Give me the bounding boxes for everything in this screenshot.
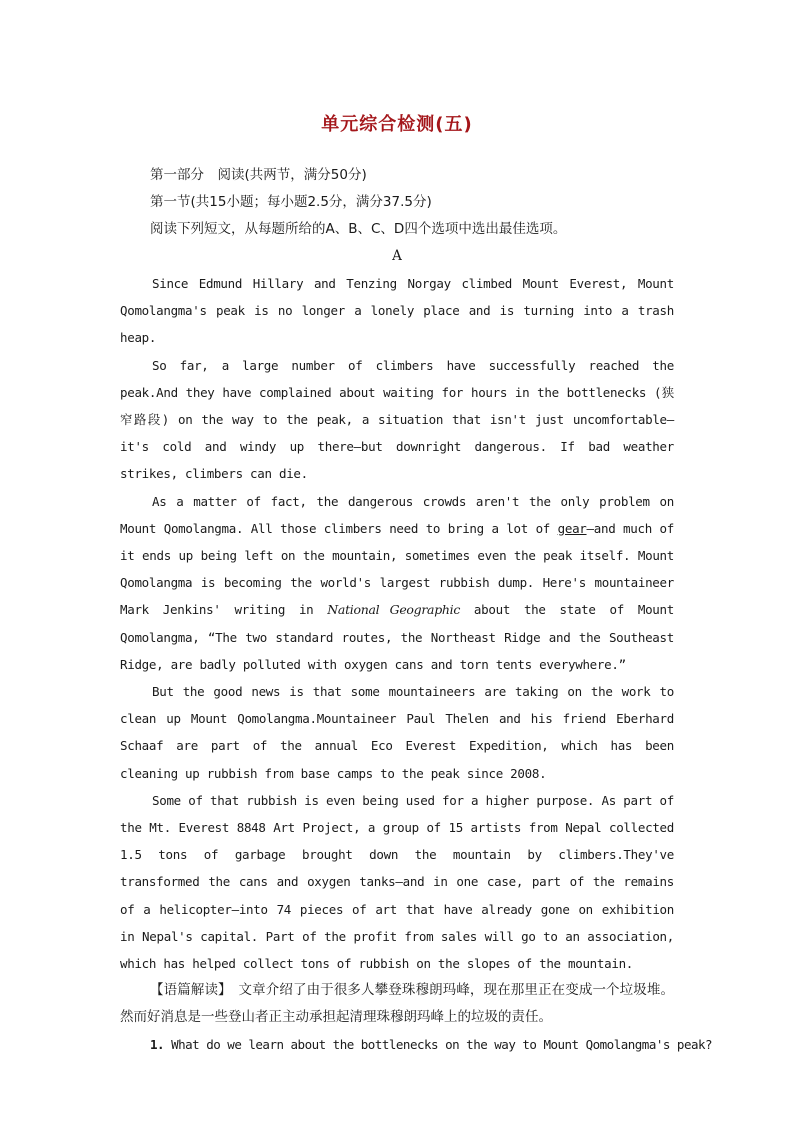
paragraph-4: But the good news is that some mountaineers are taking on the work to clean up Mount Qomolangma.Mountaineer Paul Thelen and his friend Eberhard Schaaf are part of the annual Eco Everest Expedition, which has been cleaning up rubbish from base camps to the peak since 2008. [120, 684, 674, 781]
paragraph-2: So far, a large number of climbers have successfully reached the peak.And they have complained about waiting for hours in the bottlenecks (狭窄路段) on the way to the peak, a situation that isn't just uncomfortable—it's cold and windy up there—but downright dangerous. If bad weather strikes, climbers can die. [120, 357, 674, 482]
paragraph-3-part-c: about the state of Mount Qomolangma, “The two standard routes, the Northeast Ridge and the Southeast Ridge, are badly polluted with oxygen cans and torn tents everywhere.” [120, 602, 674, 672]
instruction-text: 阅读下列短文，从每题所给的A、B、C、D四个选项中选出最佳选项。 [150, 221, 567, 237]
passage-letter: A [392, 248, 402, 264]
paragraph-1: Since Edmund Hillary and Tenzing Norgay climbed Mount Everest, Mount Qomolangma's peak is no longer a lonely place and is turning into a trash heap. [120, 276, 674, 346]
paragraph-5: Some of that rubbish is even being used for a higher purpose. As part of the Mt. Everest 8848 Art Project, a group of 15 artists from Nepal collected 1.5 tons of garbage brought down the mountain by climbers.They've transformed the cans and oxygen tanks—and in one case, part of the remains of a helicopter—into 74 pieces of art that have already gone on exhibition in Nepal's capital. Part of the profit from sales will go to an association, which has helped collect tons of rubbish on the slopes of the mountain. [120, 792, 674, 972]
question-1-number: 1. [150, 1037, 165, 1053]
underlined-word-gear: gear [557, 520, 587, 536]
section-heading: 第一节(共15小题；每小题2.5分，满分37.5分) [150, 194, 432, 210]
paragraph-3-part-b: —and much of it ends up being left on the mountain, sometimes even the peak itself. Mount Qomolangma is becoming the world's largest rubbish dump. Here's mountaineer Mark Jenkins' writing in [120, 520, 674, 618]
question-1-text: What do we learn about the bottlenecks on the way to Mount Qomolangma's peak? [164, 1037, 713, 1053]
page-title: 单元综合检测(五) [321, 114, 473, 135]
paragraph-3-part-a: As a matter of fact, the dangerous crowds aren't the only problem on Mount Qomolangma. All those climbers need to bring a lot of [120, 493, 674, 536]
paragraph-3 [120, 488, 674, 678]
question-1 [120, 1031, 713, 1058]
part-heading: 第一部分 阅读(共两节，满分50分) [150, 167, 367, 183]
publication-name: National Geographic [327, 602, 461, 618]
passage-analysis: 【语篇解读】 文章介绍了由于很多人攀登珠穆朗玛峰，现在那里正在变成一个垃圾堆。然而好消息是一些登山者正主动承担起清理珠穆朗玛峰上的垃圾的责任。 [120, 982, 674, 1026]
